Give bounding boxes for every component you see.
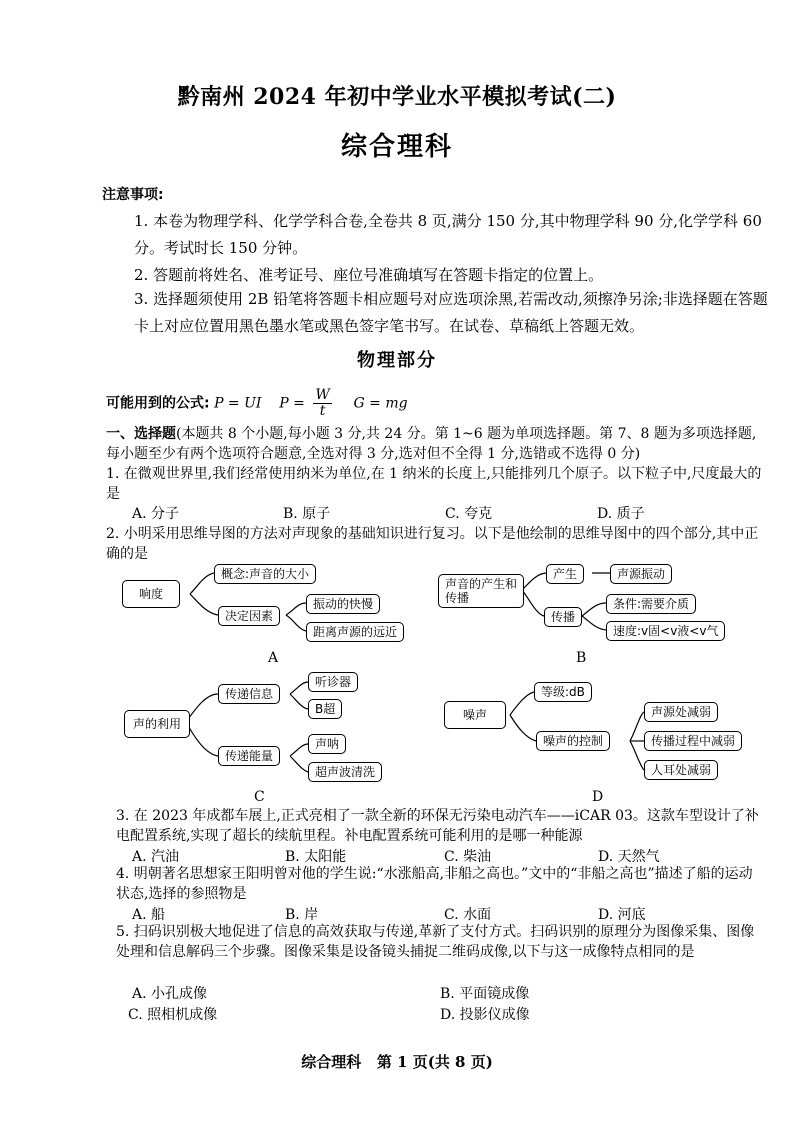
notice-item-1: 1. 本卷为物理学科、化学学科合卷,全卷共 8 页,满分 150 分,其中物理学科 90 分,化学学科 60 分。考试时长 150 分钟。 (134, 212, 762, 257)
c-link-2 (186, 722, 218, 756)
mindmap-c-label: C (254, 789, 265, 805)
mindmap-a-concept: 概念:声音的大小 (214, 564, 316, 584)
c-link-5 (290, 744, 308, 756)
d-link-2 (510, 715, 536, 741)
mindmap-c-info: 传递信息 (218, 684, 280, 704)
mindmap-a-vibration: 振动的快慢 (306, 594, 380, 614)
q4-option-b: B. 岸 (285, 907, 319, 923)
q4-option-d: D. 河底 (598, 907, 646, 923)
notice-item-2: 2. 答题前将姓名、准考证号、座位号准确填写在答题卡指定的位置上。 (134, 266, 604, 284)
mindmap-b-label: B (576, 650, 587, 666)
page-footer: 综合理科 第 1 页(共 8 页) (301, 1053, 493, 1071)
mindmap-c-ultrasonic: 超声波清洗 (308, 762, 382, 782)
part1-title: 一、选择题 (106, 426, 176, 442)
a-link-1 (190, 573, 214, 594)
mindmap-d-path: 传播过程中减弱 (644, 731, 742, 751)
question-4-stem: 4. 明朝著名思想家王阳明曾对他的学生说:“水涨船高,非船之高也。”文中的“非船之高也”描述了船的运动状态,选择的参照物是 (116, 866, 753, 902)
mindmap-d-source: 声源处减弱 (644, 702, 718, 722)
formula-power: P = UI (214, 395, 262, 412)
q5-option-a: A. 小孔成像 (132, 986, 208, 1002)
mindmap-b-spread: 传播 (544, 607, 582, 627)
q3-option-d: D. 天然气 (598, 849, 660, 865)
mindmap-c-energy: 传递能量 (218, 746, 280, 766)
q1-option-b: B. 原子 (283, 506, 331, 522)
mindmap-c-stethoscope: 听诊器 (308, 672, 358, 692)
d-link-5 (630, 741, 644, 770)
b-link-5 (582, 616, 606, 630)
c-link-6 (290, 756, 308, 772)
notice-heading: 注意事项: (102, 187, 164, 203)
formula-label: 可能用到的公式: (106, 395, 210, 412)
question-2-stem: 2. 小明采用思维导图的方法对声现象的基础知识进行复习。以下是他绘制的思维导图中的四个部分,其中正确的是 (106, 526, 759, 562)
part1-instructions: (本题共 8 个小题,每小题 3 分,共 24 分。第 1~6 题为单项选择题。第 7、8 题为多项选择题,每小题至少有两个选项符合题意,全选对得 3 分,选对但不全得 1 分,选错或不选得 0 分) (106, 426, 757, 462)
mindmap-d-ear: 人耳处减弱 (644, 760, 718, 780)
exam-title: 黔南州 2024 年初中学业水平模拟考试(二) (177, 84, 617, 110)
a-link-3 (286, 603, 306, 615)
q4-option-a: A. 船 (132, 907, 166, 923)
q3-option-a: A. 汽油 (132, 849, 180, 865)
exam-subject: 综合理科 (340, 132, 453, 162)
c-link-1 (186, 694, 218, 722)
q5-option-c: C. 照相机成像 (128, 1007, 218, 1023)
a-link-4 (286, 615, 306, 631)
mindmap-a-label: A (268, 650, 279, 666)
mindmap-d-root: 噪声 (444, 701, 506, 729)
mindmap-b-condition: 条件:需要介质 (606, 594, 696, 614)
q4-option-c: C. 水面 (444, 907, 492, 923)
q1-option-a: A. 分子 (132, 506, 180, 522)
question-5-stem: 5. 扫码识别极大地促进了信息的高效获取与传递,革新了支付方式。扫码识别的原理分为图像采集、图像处理和信息解码三个步骤。图像采集是设备镜头捕捉二维码成像,以下与这一成像特点相同的是 (116, 924, 755, 960)
mindmap-d-level: 等级:dB (534, 682, 592, 702)
formula-power-work-left: P = (279, 395, 305, 412)
mindmap-b-produce: 产生 (546, 564, 584, 584)
mindmap-d-label: D (592, 789, 604, 805)
mindmap-c-root: 声的利用 (124, 710, 190, 738)
q1-option-d: D. 质子 (597, 506, 645, 522)
a-link-2 (190, 594, 218, 615)
q5-option-d: D. 投影仪成像 (440, 1007, 530, 1023)
mindmap-a-factor: 决定因素 (218, 606, 280, 626)
mindmap-a-root: 响度 (122, 580, 180, 608)
q3-option-c: C. 柴油 (444, 849, 492, 865)
mindmap-c-bscan: B超 (308, 699, 342, 719)
d-link-1 (510, 692, 534, 715)
mindmap-b-speed: 速度:v固<v液<v气 (606, 621, 725, 641)
section-title: 物理部分 (357, 350, 437, 371)
question-1-stem: 1. 在微观世界里,我们经常使用纳米为单位,在 1 纳米的长度上,只能排列几个原子。以下粒子中,尺度最大的是 (106, 466, 762, 502)
q1-option-c: C. 夸克 (445, 506, 493, 522)
q3-option-b: B. 太阳能 (285, 849, 347, 865)
mindmap-b-source: 声源振动 (610, 564, 672, 584)
fraction-denominator: t (319, 403, 326, 419)
question-3-stem: 3. 在 2023 年成都车展上,正式亮相了一款全新的环保无污染电动汽车——iCAR 03。这款车型设计了补电配置系统,实现了超长的续航里程。补电配置系统可能利用的是哪一种能源 (116, 808, 759, 844)
c-link-4 (290, 694, 308, 709)
d-link-3 (630, 712, 644, 741)
formula-gravity: G = mg (353, 395, 408, 412)
c-link-3 (290, 682, 308, 694)
b-link-1 (522, 573, 546, 590)
b-link-2 (522, 590, 544, 616)
q5-option-b: B. 平面镜成像 (440, 986, 530, 1002)
mindmap-b-root: 声音的产生和传播 (438, 574, 524, 608)
mindmap-d-control: 噪声的控制 (536, 731, 610, 751)
b-link-4 (582, 603, 606, 616)
fraction-numerator: W (315, 387, 330, 403)
mindmap-a-distance: 距离声源的远近 (306, 622, 404, 642)
mindmap-c-sonar: 声呐 (308, 734, 346, 754)
notice-item-3: 3. 选择题须使用 2B 铅笔将答题卡相应题号对应选项涂黑,若需改动,须擦净另涂;非选择题在答题卡上对应位置用黑色墨水笔或黑色签字笔书写。在试卷、草稿纸上答题无效。 (134, 290, 768, 335)
